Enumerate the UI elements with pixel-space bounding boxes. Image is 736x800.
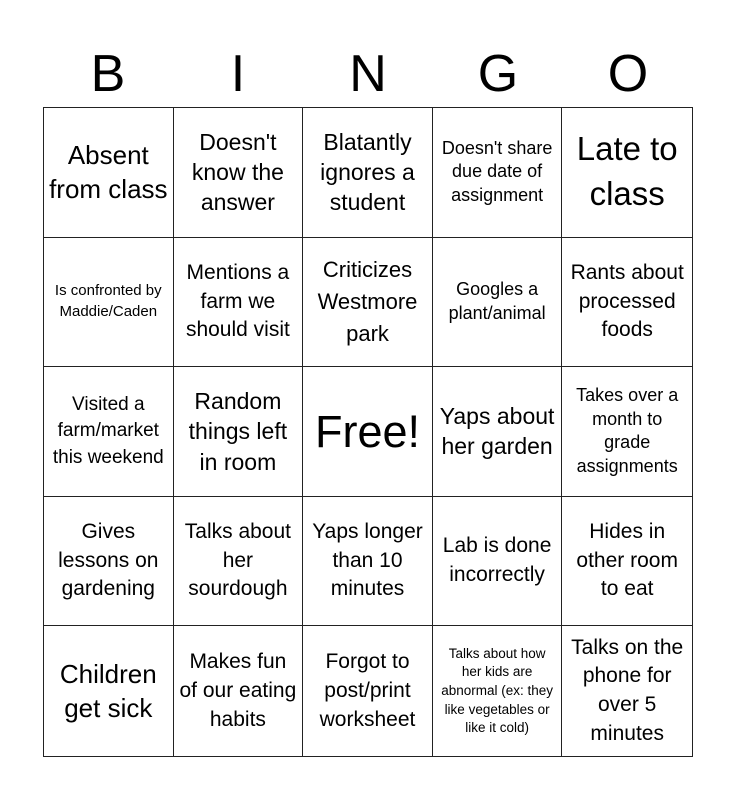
header-letter-o: O (607, 45, 649, 103)
bingo-cell-r1c3[interactable]: Blatantly ignores a student (303, 108, 433, 238)
bingo-cell-r3c5[interactable]: Takes over a month to grade assignments (562, 367, 692, 497)
bingo-cell-r5c1[interactable]: Children get sick (44, 626, 174, 756)
bingo-cell-r5c3[interactable]: Forgot to post/print worksheet (303, 626, 433, 756)
bingo-cell-r2c2[interactable]: Mentions a farm we should visit (174, 238, 304, 368)
bingo-cell-r1c1[interactable]: Absent from class (44, 108, 174, 238)
bingo-cell-free-space[interactable]: Free! (303, 367, 433, 497)
header-letter-n: N (349, 45, 387, 103)
bingo-card (43, 107, 693, 757)
bingo-cell-r2c3[interactable]: Criticizes Westmore park (303, 238, 433, 368)
bingo-cell-r5c5[interactable]: Talks on the phone for over 5 minutes (571, 635, 684, 745)
bingo-cell-r1c2[interactable]: Doesn't know the answer (174, 108, 304, 238)
bingo-cell-r4c4[interactable]: Lab is done incorrectly (433, 497, 563, 627)
bingo-cell-r5c4[interactable]: Talks about how her kids are abnormal (ex: they like vegetables or like it cold) (433, 626, 563, 756)
bingo-cell-r3c1[interactable]: Visited a farm/market this weekend (44, 367, 174, 497)
header-letter-b: B (90, 45, 126, 103)
bingo-cell-r1c5[interactable]: Late to class (562, 108, 692, 238)
bingo-cell-r4c2[interactable]: Talks about her sourdough (174, 497, 304, 627)
bingo-cell-r5c2[interactable]: Makes fun of our eating habits (174, 626, 304, 756)
header-letter-i: I (230, 45, 246, 103)
header-letter-g: G (477, 45, 519, 103)
bingo-cell-r3c2[interactable]: Random things left in room (174, 367, 304, 497)
bingo-cell-r4c3[interactable]: Yaps longer than 10 minutes (303, 497, 433, 627)
bingo-header (43, 40, 693, 108)
bingo-cell-r1c4[interactable]: Doesn't share due date of assignment (433, 108, 563, 238)
bingo-cell-r2c5[interactable]: Rants about processed foods (562, 238, 692, 368)
bingo-cell-r4c1[interactable]: Gives lessons on gardening (44, 497, 174, 627)
bingo-cell-r3c4[interactable]: Yaps about her garden (433, 367, 563, 497)
bingo-cell-r4c5[interactable]: Hides in other room to eat (562, 497, 692, 627)
bingo-cell-r2c4[interactable]: Googles a plant/animal (433, 238, 563, 368)
bingo-cell-r2c1[interactable]: Is confronted by Maddie/Caden (44, 238, 174, 368)
